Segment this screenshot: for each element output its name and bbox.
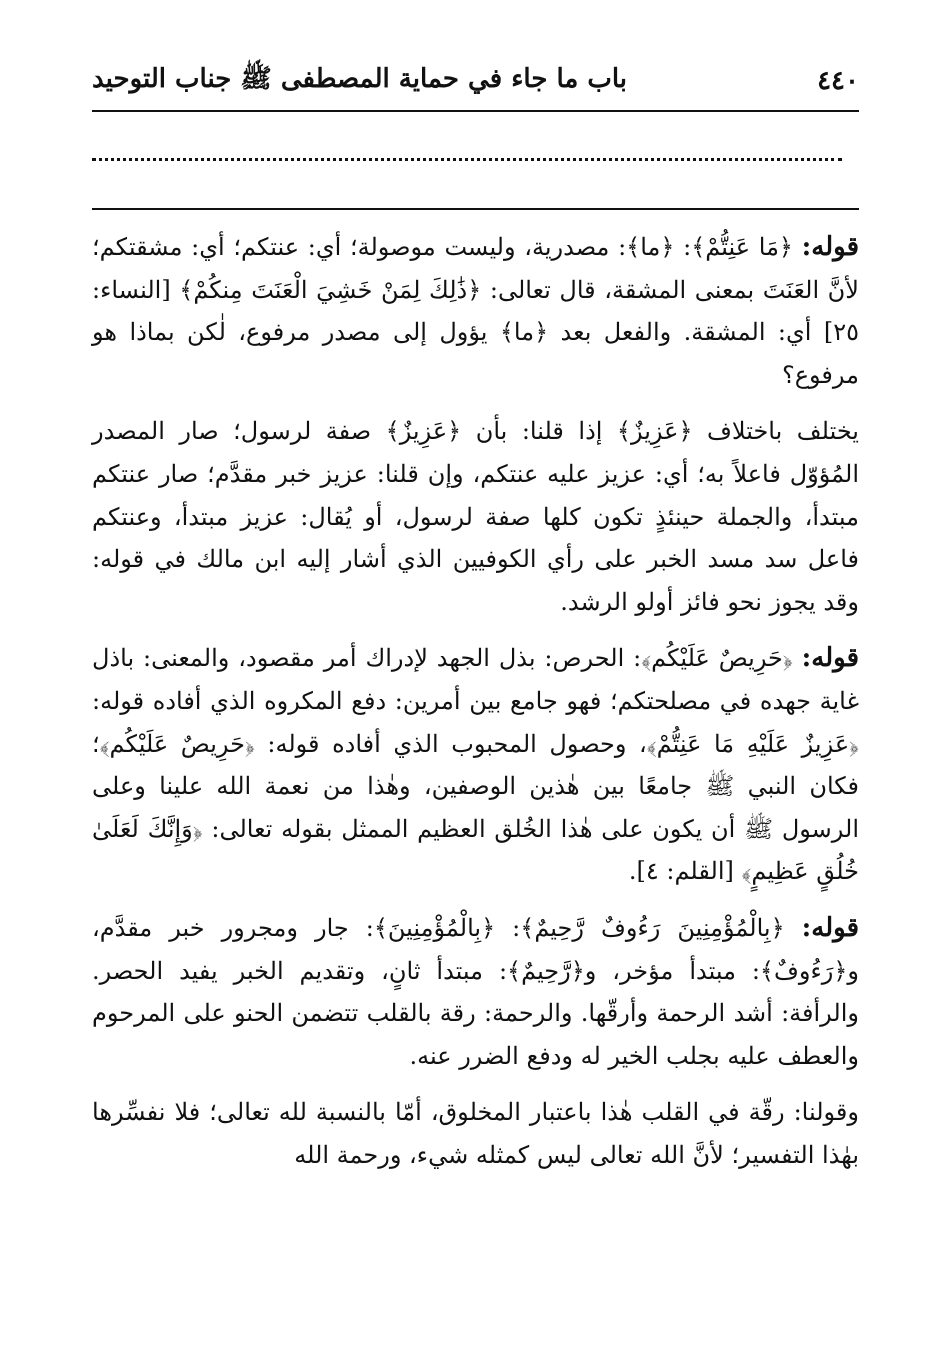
paragraph (92, 1091, 859, 1176)
paragraph-lead: قوله: (801, 643, 859, 674)
paragraph-text: وقولنا: رقّة في القلب هٰذا باعتبار المخلوق، أمّا بالنسبة لله تعالى؛ فلا نفسِّرها بهٰذا التفسير؛ لأنَّ الله تعالى ليس كمثله شيء، ورحمة الله (92, 1098, 859, 1169)
paragraph (92, 637, 859, 893)
chapter-title: باب ما جاء في حماية المصطفى ﷺ جناب التوحيد (92, 64, 628, 94)
page-number: ٤٤٠ (817, 66, 859, 96)
header-rule (92, 110, 859, 112)
paragraph (92, 907, 859, 1077)
paragraph-text: ﴿مَا عَنِتُّمْ﴾: ﴿ما﴾: مصدرية، وليست موصولة؛ أي: عنتكم؛ أي: مشقتكم؛ لأنَّ العَنَتَ بمعنى المشقة، قال تعالى: ﴿ذَٰلِكَ لِمَنْ خَشِيَ الْعَنَتَ مِنكُمْ﴾ [النساء: ٢٥] أي: المشقة. والفعل بعد ﴿ما﴾ يؤول إلى مصدر مرفوع، لٰكن بماذا هو مرفوع؟ (92, 233, 859, 389)
page-body (92, 226, 859, 1184)
paragraph (92, 226, 859, 396)
dotted-separator (92, 158, 842, 161)
page-header (92, 58, 859, 104)
section-rule (92, 208, 859, 210)
paragraph-lead: قوله: (801, 912, 859, 943)
paragraph-text: يختلف باختلاف ﴿عَزِيزٌ﴾ إذا قلنا: بأن ﴿عَزِيزٌ﴾ صفة لرسول؛ صار المصدر المُؤوّل فاعلاً به؛ أي: عزيز عليه عنتكم، وإن قلنا: عزيز خبر مقدَّم؛ صار عنتكم مبتدأ، والجملة حينئذٍ تكون كلها صفة لرسول، أو يُقال: عزيز مبتدأ، وعنتكم فاعل سد مسد الخبر على رأي الكوفيين الذي أشار إليه ابن مالك في قوله: وقد يجوز نحو فائز أولو الرشد. (92, 417, 859, 616)
paragraph-text: ﴿حَرِيصٌ عَلَيْكُم﴾: الحرص: بذل الجهد لإدراك أمر مقصود، والمعنى: باذل غاية جهده في مصلحتكم؛ فهو جامع بين أمرين: دفع المكروه الذي أفاده قوله: ﴿عَزِيزٌ عَلَيْهِ مَا عَنِتُّمْ﴾، وحصول المحبوب الذي أفاده قوله: ﴿حَرِيصٌ عَلَيْكُم﴾؛ فكان النبي ﷺ جامعًا بين هٰذين الوصفين، وهٰذا من نعمة الله علينا وعلى الرسول ﷺ أن يكون على هٰذا الخُلق العظيم الممثل بقوله تعالى: ﴿وَإِنَّكَ لَعَلَىٰ خُلُقٍ عَظِيمٍ﴾ [القلم: ٤]. (92, 644, 859, 886)
paragraph (92, 410, 859, 623)
paragraph-text: ﴿بِالْمُؤْمِنِينَ رَءُوفٌ رَّحِيمٌ﴾: ﴿بِالْمُؤْمِنِينَ﴾: جار ومجرور خبر مقدَّم، و﴿رَءُوفٌ﴾: مبتدأ مؤخر، و﴿رَّحِيمٌ﴾: مبتدأ ثانٍ، وتقديم الخبر يفيد الحصر. والرأفة: أشد الرحمة وأرقّها. والرحمة: رقة بالقلب تتضمن الحنو على المرحوم والعطف عليه بجلب الخير له ودفع الضرر عنه. (92, 913, 859, 1070)
paragraph-lead: قوله: (801, 232, 859, 262)
